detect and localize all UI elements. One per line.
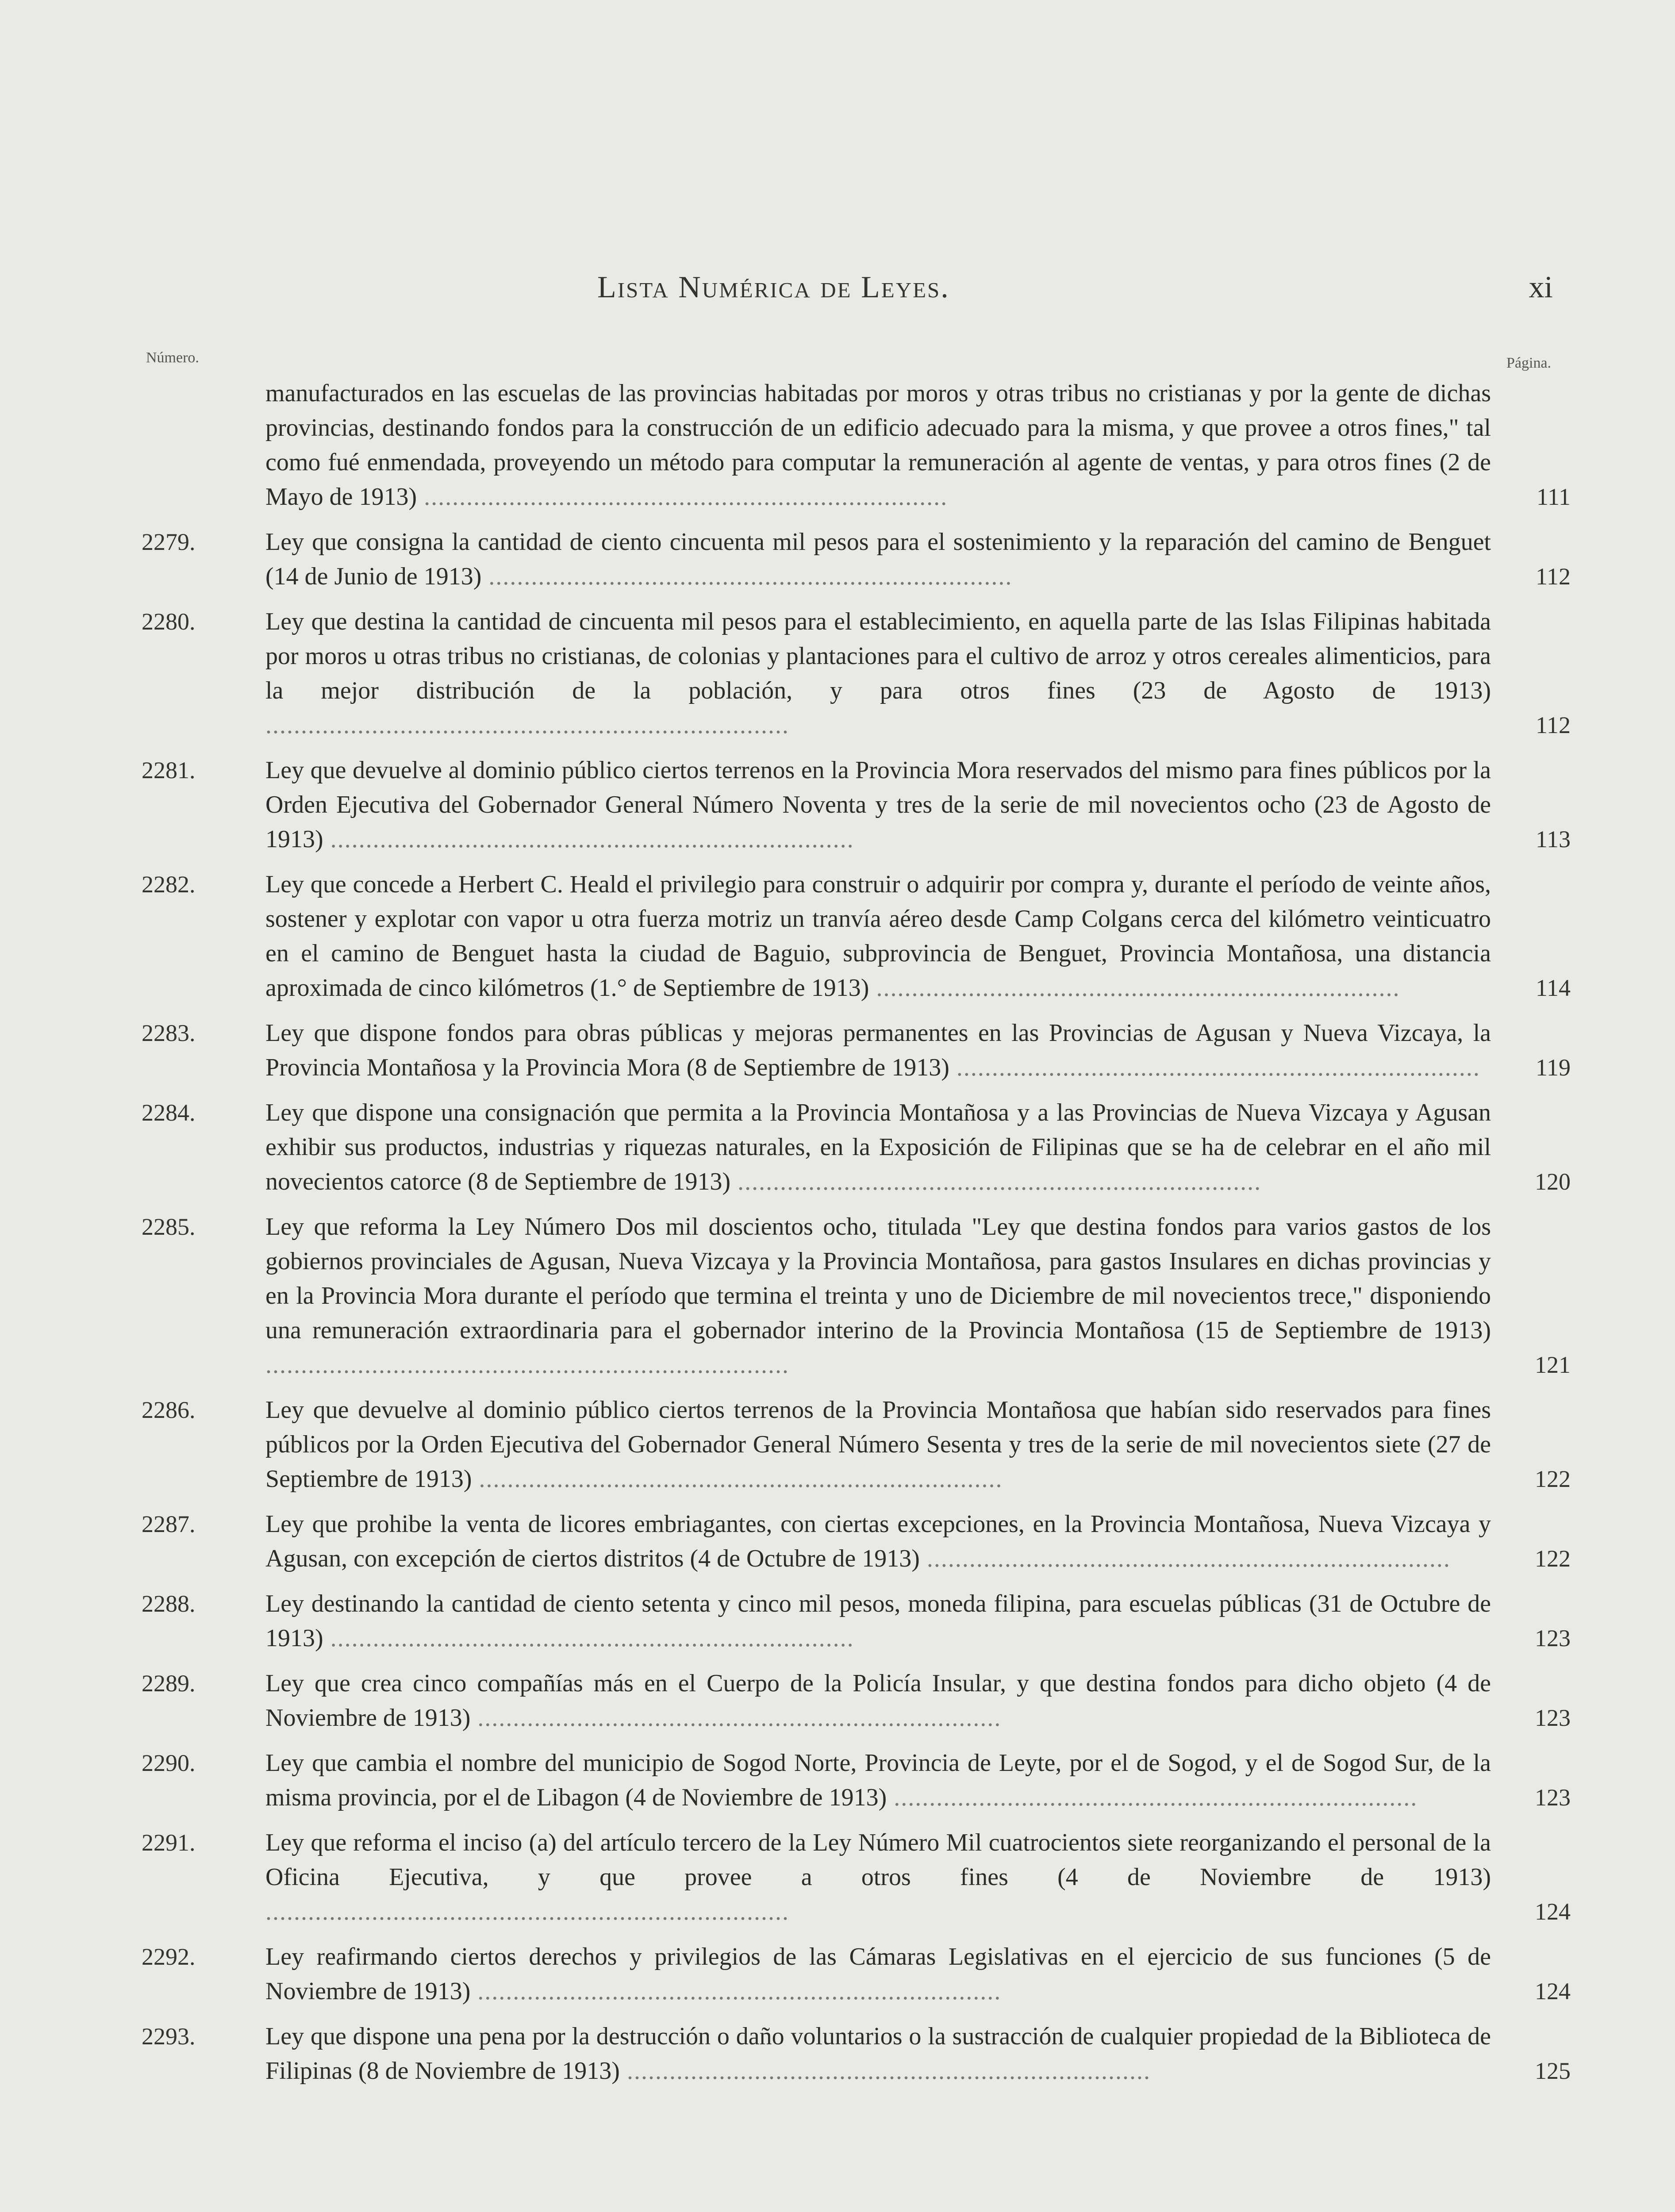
law-entry — [142, 2019, 1571, 2088]
law-description: Ley reafirmando ciertos derechos y privilegios de las Cámaras Legislativas en el ejercicio de sus funciones (5 de Noviembre de 1913) ..... — [265, 1939, 1491, 2008]
law-description: Ley que destina la cantidad de cincuenta mil pesos para el establecimiento, en aquella parte de las Islas Filipinas habitada por moros u otras tribus no cristianas, de colonias y plantaciones para el cultivo de arroz y otros cereales alimenticios, para la mejor distribución de la población, y para otros fines (23 de Agosto de 1913) ..... — [265, 604, 1491, 742]
law-page: 125 — [1535, 2058, 1571, 2084]
law-description: Ley que dispone una pena por la destrucción o daño voluntarios o la sustracción de cualquier propiedad de la Biblioteca de Filipinas (8 de Noviembre de 1913) ..... — [265, 2019, 1491, 2088]
law-page: 111 — [1537, 484, 1571, 510]
law-description: Ley que consigna la cantidad de ciento cincuenta mil pesos para el sostenimiento y la reparación del camino de Benguet (14 de Junio de 1913) ..... — [265, 525, 1491, 594]
law-number: 2282. — [142, 871, 196, 898]
law-entry — [142, 1939, 1571, 2008]
law-entry — [142, 1666, 1571, 1735]
law-entry — [142, 1746, 1571, 1815]
page-number: xi — [1529, 270, 1553, 304]
law-entry — [142, 525, 1571, 594]
law-description: Ley que devuelve al dominio público ciertos terrenos en la Provincia Mora reservados del mismo para fines públicos por la Orden Ejecutiva del Gobernador General Número Noventa y tres de la serie de mil novecientos ocho (23 de Agosto de 1913) ..... — [265, 753, 1491, 856]
page-column-label: Página. — [1506, 355, 1552, 371]
law-number: 2283. — [142, 1020, 196, 1046]
law-page: 123 — [1535, 1784, 1571, 1811]
law-entry — [142, 1016, 1571, 1085]
law-number: 2288. — [142, 1590, 196, 1617]
law-number: 2286. — [142, 1397, 196, 1423]
law-page: 113 — [1536, 826, 1571, 853]
law-page: 124 — [1535, 1978, 1571, 2005]
law-description: Ley que devuelve al dominio público ciertos terrenos de la Provincia Montañosa que habían sido reservados para fines públicos por la Orden Ejecutiva del Gobernador General Número Sesenta y tres de la serie de mil novecientos siete (27 de Septiembre de 1913) ..... — [265, 1393, 1491, 1496]
law-entry — [142, 1507, 1571, 1576]
law-page: 119 — [1536, 1054, 1571, 1081]
law-page: 123 — [1535, 1625, 1571, 1651]
law-page: 120 — [1535, 1168, 1571, 1195]
law-entry — [142, 753, 1571, 856]
law-number: 2292. — [142, 1943, 196, 1970]
law-number: 2284. — [142, 1099, 196, 1126]
law-number: 2289. — [142, 1670, 196, 1697]
law-description: Ley destinando la cantidad de ciento setenta y cinco mil pesos, moneda filipina, para escuelas públicas (31 de Octubre de 1913) ..... — [265, 1586, 1491, 1655]
running-title: Lista Numérica de Leyes. — [597, 270, 950, 304]
law-page: 122 — [1535, 1466, 1571, 1492]
law-number: 2281. — [142, 757, 196, 783]
law-entry — [142, 1586, 1571, 1655]
law-number: 2293. — [142, 2023, 196, 2050]
law-page: 121 — [1535, 1352, 1571, 1378]
law-description: Ley que dispone fondos para obras públicas y mejoras permanentes en las Provincias de Agusan y Nueva Vizcaya, la Provincia Montañosa y la Provincia Mora (8 de Septiembre de 1913) ..... — [265, 1016, 1491, 1085]
law-page: 114 — [1536, 975, 1571, 1001]
law-description: Ley que dispone una consignación que permita a la Provincia Montañosa y a las Provincias de Nueva Vizcaya y Agusan exhibir sus productos, industrias y riquezas naturales, en la Exposición de Filipinas que se ha de celebrar en el año mil novecientos catorce (8 de Septiembre de 1913) ..... — [265, 1095, 1491, 1199]
law-description: Ley que reforma la Ley Número Dos mil doscientos ocho, titulada "Ley que destina fondos para varios gastos de los gobiernos provinciales de Agusan, Nueva Vizcaya y la Provincia Montañosa, para gastos Insulares en dichas provincias y en la Provincia Mora durante el período que termina el treinta y uno de Diciembre de mil novecientos trece," disponiendo una remuneración extraordinaria para el gobernador interino de la Provincia Montañosa (15 de Septiembre de 1913) ..... — [265, 1210, 1491, 1382]
law-entry — [142, 867, 1571, 1005]
law-entry — [142, 1210, 1571, 1382]
law-description: Ley que prohibe la venta de licores embriagantes, con ciertas excepciones, en la Provincia Montañosa, Nueva Vizcaya y Agusan, con excepción de ciertos distritos (4 de Octubre de 1913) ..... — [265, 1507, 1491, 1576]
number-column-label: Número. — [146, 349, 199, 366]
law-entry — [142, 1825, 1571, 1929]
law-description: Ley que crea cinco compañías más en el Cuerpo de la Policía Insular, y que destina fondos para dicho objeto (4 de Noviembre de 1913) ..... — [265, 1666, 1491, 1735]
law-number: 2279. — [142, 529, 196, 555]
law-number: 2287. — [142, 1511, 196, 1537]
law-page: 112 — [1536, 712, 1571, 738]
law-list — [142, 376, 1571, 2099]
law-page: 123 — [1535, 1705, 1571, 1731]
law-description: Ley que cambia el nombre del municipio de Sogod Norte, Provincia de Leyte, por el de Sogod, y el de Sogod Sur, de la misma provincia, por el de Libagon (4 de Noviembre de 1913) ..... — [265, 1746, 1491, 1815]
law-number: 2285. — [142, 1214, 196, 1240]
law-page: 122 — [1535, 1545, 1571, 1572]
law-entry — [142, 604, 1571, 742]
law-number: 2280. — [142, 608, 196, 635]
law-description: Ley que reforma el inciso (a) del artículo tercero de la Ley Número Mil cuatrocientos siete reorganizando el personal de la Oficina Ejecutiva, y que provee a otros fines (4 de Noviembre de 1913) ..... — [265, 1825, 1491, 1929]
law-entry — [142, 1393, 1571, 1496]
law-page: 124 — [1535, 1898, 1571, 1925]
law-entry — [142, 376, 1571, 514]
law-description: Ley que concede a Herbert C. Heald el privilegio para construir o adquirir por compra y, durante el período de veinte años, sostener y explotar con vapor u otra fuerza motriz un tranvía aéreo desde Camp Colgans cerca del kilómetro veinticuatro en el camino de Benguet hasta la ciudad de Baguio, subprovincia de Benguet, Provincia Montañosa, una distancia aproximada de cinco kilómetros (1.° de Septiembre de 1913) ..... — [265, 867, 1491, 1005]
page-header — [230, 265, 1553, 319]
law-entry — [142, 1095, 1571, 1199]
law-page: 112 — [1536, 563, 1571, 590]
law-number: 2290. — [142, 1750, 196, 1776]
law-number: 2291. — [142, 1829, 196, 1856]
law-description: manufacturados en las escuelas de las provincias habitadas por moros y otras tribus no cristianas y por la gente de dichas provincias, destinando fondos para la construcción de un edificio adecuado para la misma, y que provee a otros fines," tal como fué enmendada, proveyendo un método para computar la remuneración al agente de ventas, y para otros fines (2 de Mayo de 1913) ..... — [265, 376, 1491, 514]
